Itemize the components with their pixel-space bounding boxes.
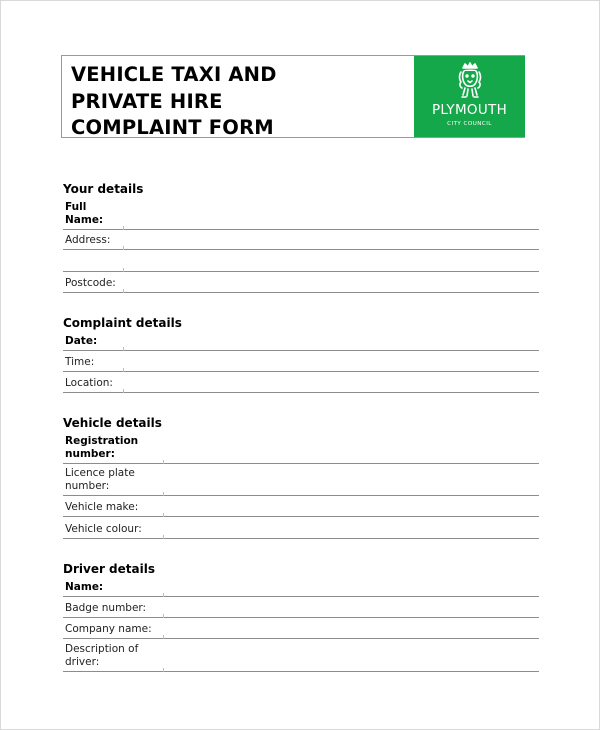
section-title-your-details: Your details — [63, 182, 144, 196]
vehicle-make-label: Vehicle make: — [65, 500, 139, 513]
logo-subtitle: CITY COUNCIL — [447, 121, 492, 127]
field-divider — [163, 535, 164, 539]
full-name-label: Full Name: — [65, 201, 104, 226]
lion-crest-icon — [453, 61, 487, 99]
form-title-line-2: PRIVATE HIRE — [71, 89, 223, 113]
section-title-vehicle-details: Vehicle details — [63, 416, 162, 430]
field-divider — [123, 389, 124, 393]
address-label: Address: — [65, 233, 111, 246]
field-divider — [123, 289, 124, 293]
date-label: Date: — [65, 334, 98, 347]
section-title-driver-details: Driver details — [63, 562, 155, 576]
postcode-label: Postcode: — [65, 276, 116, 289]
vehicle-colour-field[interactable] — [63, 517, 539, 539]
form-title-line-1: VEHICLE TAXI AND — [71, 63, 277, 86]
vehicle-make-field[interactable] — [63, 496, 539, 517]
plymouth-city-council-logo — [414, 56, 525, 137]
form-title-line-3: COMPLAINT FORM — [71, 116, 274, 139]
vehicle-colour-label: Vehicle colour: — [65, 522, 142, 535]
description-of-driver-field[interactable] — [63, 639, 539, 672]
logo-name: PLYMOUTH — [431, 102, 508, 118]
badge-number-field[interactable] — [63, 597, 539, 618]
field-divider — [163, 668, 164, 672]
full-name-field[interactable] — [63, 199, 539, 230]
company-name-label: Company name: — [65, 622, 152, 635]
licence-plate-number-field[interactable] — [63, 464, 539, 496]
form-title — [71, 62, 277, 142]
date-field[interactable] — [63, 332, 539, 351]
time-field[interactable] — [63, 351, 539, 372]
driver-name-field[interactable] — [63, 578, 539, 597]
description-of-driver-label: Description of driver: — [65, 643, 139, 668]
company-name-field[interactable] — [63, 618, 539, 639]
form-header — [61, 55, 525, 138]
postcode-field[interactable] — [63, 272, 539, 293]
time-label: Time: — [65, 355, 95, 368]
licence-plate-number-label: Licence plate number: — [65, 467, 135, 492]
address-field[interactable] — [63, 230, 539, 250]
address-field-line-2[interactable] — [63, 250, 539, 272]
section-title-complaint-details: Complaint details — [63, 316, 182, 330]
location-label: Location: — [65, 376, 113, 389]
driver-name-label: Name: — [65, 580, 104, 593]
location-field[interactable] — [63, 372, 539, 393]
registration-number-label: Registration number: — [65, 435, 139, 460]
registration-number-field[interactable] — [63, 432, 539, 464]
badge-number-label: Badge number: — [65, 601, 147, 614]
